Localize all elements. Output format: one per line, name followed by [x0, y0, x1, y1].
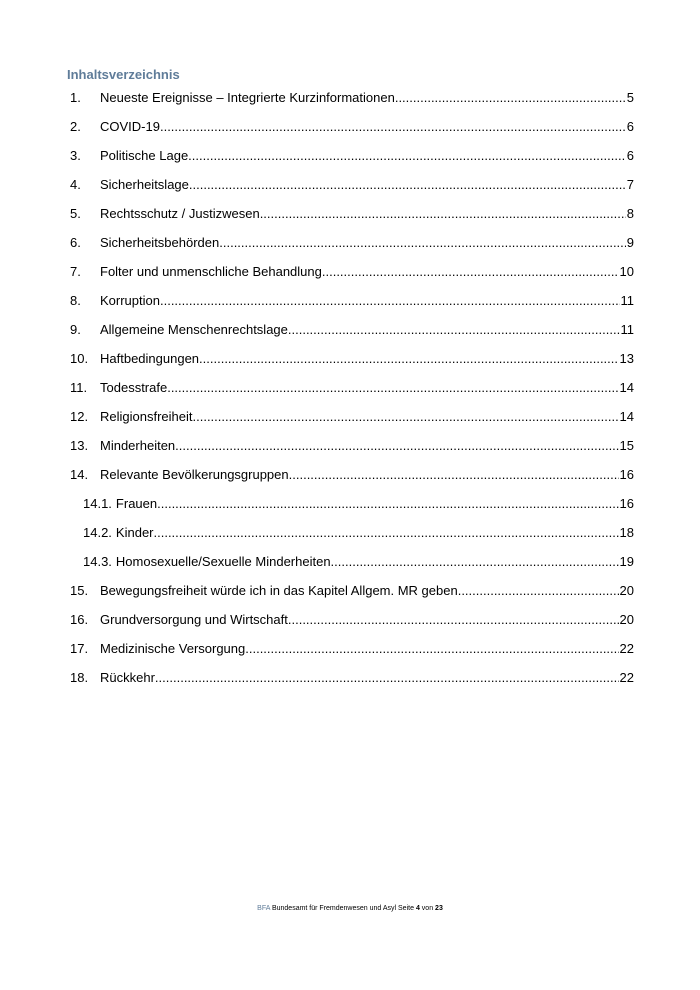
toc-entry-title[interactable]: Politische Lage: [100, 148, 189, 163]
toc-entry[interactable]: [70, 291, 634, 320]
toc-dot-leader: [154, 523, 619, 543]
toc-entry-number: 14.: [70, 467, 89, 482]
toc-dot-leader: [458, 581, 619, 601]
toc-entry-title[interactable]: Kinder: [115, 525, 154, 540]
toc-entry[interactable]: [70, 581, 634, 610]
footer-separator: von: [421, 905, 434, 912]
toc-heading: Inhaltsverzeichnis: [67, 67, 180, 82]
footer-total-pages: 23: [435, 905, 443, 912]
toc-entry-title[interactable]: Religionsfreiheit: [100, 409, 193, 424]
toc-entry[interactable]: [70, 465, 634, 494]
toc-dot-leader: [157, 494, 618, 514]
toc-entry-page[interactable]: 14: [619, 380, 634, 395]
toc-dot-leader: [288, 610, 619, 630]
toc-dot-leader: [155, 668, 619, 688]
toc-dot-leader: [322, 262, 619, 282]
toc-entry-title[interactable]: Korruption: [100, 293, 160, 308]
toc-entry-number: 8.: [70, 293, 81, 308]
toc-entry-number: 12.: [70, 409, 89, 424]
toc-entry-page[interactable]: 9: [626, 235, 634, 250]
toc-entry-number: 7.: [70, 264, 81, 279]
toc-entry-title[interactable]: Allgemeine Menschenrechtslage: [100, 322, 288, 337]
toc-entry-number: 4.: [70, 177, 81, 192]
toc-dot-leader: [167, 378, 618, 398]
toc-entry-number: 18.: [70, 670, 89, 685]
toc-entry-title[interactable]: Frauen: [115, 496, 158, 511]
toc-dot-leader: [289, 465, 619, 485]
toc-entry-number: 2.: [70, 119, 81, 134]
toc-entry-page[interactable]: 5: [626, 90, 634, 105]
toc-entry-title[interactable]: Relevante Bevölkerungsgruppen: [100, 467, 289, 482]
toc-entry[interactable]: [70, 233, 634, 262]
toc-dot-leader: [160, 117, 626, 137]
toc-entry-number: 14.1.: [83, 496, 112, 511]
toc-entry-title[interactable]: Folter und unmenschliche Behandlung: [100, 264, 322, 279]
toc-dot-leader: [188, 146, 626, 166]
toc-entry-title[interactable]: Todesstrafe: [100, 380, 168, 395]
toc-entry-page[interactable]: 6: [626, 119, 634, 134]
toc-entry[interactable]: [70, 88, 634, 117]
toc-entry[interactable]: [70, 639, 634, 668]
footer-current-page: 4: [415, 905, 420, 912]
toc-entry-title[interactable]: Neueste Ereignisse – Integrierte Kurzinformationen: [100, 90, 395, 105]
page-footer: [0, 905, 700, 912]
toc-entry[interactable]: [70, 494, 634, 523]
toc-entry-page[interactable]: 22: [619, 670, 634, 685]
toc-entry[interactable]: [70, 262, 634, 291]
toc-entry[interactable]: [70, 668, 634, 697]
bfa-logo: BFA: [257, 905, 270, 912]
toc-entry-number: 9.: [70, 322, 81, 337]
toc-entry-page[interactable]: 11: [620, 322, 634, 337]
toc-dot-leader: [219, 233, 626, 253]
toc-entry-page[interactable]: 20: [619, 612, 634, 627]
toc-entry-title[interactable]: Sicherheitsbehörden: [100, 235, 220, 250]
toc-entry-page[interactable]: 13: [619, 351, 634, 366]
toc-entry[interactable]: [70, 523, 634, 552]
toc-dot-leader: [395, 88, 626, 108]
toc-entry-page[interactable]: 16: [619, 467, 634, 482]
toc-dot-leader: [160, 291, 620, 311]
toc-entry-title[interactable]: COVID-19: [100, 119, 160, 134]
toc-entry[interactable]: [70, 552, 634, 581]
toc-dot-leader: [288, 320, 620, 340]
toc-entry-page[interactable]: 14: [619, 409, 634, 424]
toc-entry-page[interactable]: 11: [620, 293, 634, 308]
toc-entry-number: 3.: [70, 148, 81, 163]
toc-entry-number: 14.3.: [83, 554, 112, 569]
toc-entry[interactable]: [70, 610, 634, 639]
toc-entry-title[interactable]: Minderheiten: [100, 438, 176, 453]
toc-dot-leader: [199, 349, 619, 369]
toc-entry-number: 1.: [70, 90, 81, 105]
toc-entry[interactable]: [70, 320, 634, 349]
toc-entry[interactable]: [70, 204, 634, 233]
toc-entry-page[interactable]: 8: [626, 206, 634, 221]
toc-entry-title[interactable]: Rückkehr: [100, 670, 155, 685]
toc-entry-title[interactable]: Rechtsschutz / Justizwesen: [100, 206, 260, 221]
toc-dot-leader: [245, 639, 618, 659]
toc-entry-title[interactable]: Bewegungsfreiheit würde ich in das Kapitel Allgem. MR geben: [100, 583, 458, 598]
toc-entry[interactable]: [70, 117, 634, 146]
toc-entry[interactable]: [70, 436, 634, 465]
toc-entry-number: 6.: [70, 235, 81, 250]
toc-entry-page[interactable]: 6: [626, 148, 634, 163]
toc-entry-number: 17.: [70, 641, 89, 656]
toc-entry-number: 10.: [70, 351, 89, 366]
toc-list: [70, 88, 634, 697]
toc-entry-page[interactable]: 20: [619, 583, 634, 598]
toc-dot-leader: [175, 436, 618, 456]
toc-entry-number: 14.2.: [83, 525, 112, 540]
toc-entry-page[interactable]: 15: [619, 438, 634, 453]
toc-entry[interactable]: [70, 407, 634, 436]
toc-entry-title[interactable]: Haftbedingungen: [100, 351, 200, 366]
toc-entry-number: 11.: [70, 380, 88, 395]
toc-entry-page[interactable]: 22: [619, 641, 634, 656]
toc-dot-leader: [331, 552, 619, 572]
toc-entry-title[interactable]: Grundversorgung und Wirtschaft: [100, 612, 288, 627]
toc-entry-number: 5.: [70, 206, 81, 221]
toc-entry[interactable]: [70, 175, 634, 204]
toc-entry-page[interactable]: 18: [619, 525, 634, 540]
toc-entry-title[interactable]: Homosexuelle/Sexuelle Minderheiten: [115, 554, 331, 569]
toc-entry-title[interactable]: Medizinische Versorgung: [100, 641, 246, 656]
toc-entry-title[interactable]: Sicherheitslage: [100, 177, 189, 192]
toc-dot-leader: [193, 407, 619, 427]
toc-entry[interactable]: [70, 378, 634, 407]
toc-dot-leader: [260, 204, 626, 224]
toc-dot-leader: [189, 175, 626, 195]
toc-entry-page[interactable]: 7: [626, 177, 634, 192]
toc-entry[interactable]: [70, 146, 634, 175]
footer-text: Bundesamt für Fremdenwesen und Asyl Seite: [271, 905, 414, 912]
toc-entry[interactable]: [70, 349, 634, 378]
toc-entry-page[interactable]: 10: [619, 264, 634, 279]
toc-entry-number: 16.: [70, 612, 89, 627]
toc-entry-number: 15.: [70, 583, 89, 598]
toc-entry-page[interactable]: 16: [619, 496, 634, 511]
toc-entry-page[interactable]: 19: [619, 554, 634, 569]
toc-entry-number: 13.: [70, 438, 89, 453]
